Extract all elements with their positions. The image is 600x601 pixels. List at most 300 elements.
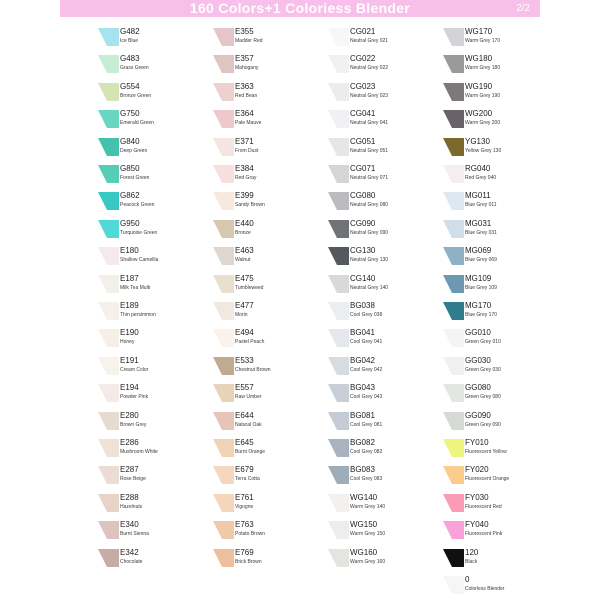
swatch-fill (213, 357, 234, 375)
marker-nib-swatch (328, 275, 349, 293)
color-name: Turquoise Green (120, 229, 158, 236)
marker-nib-swatch (98, 192, 119, 210)
swatch-fill (328, 110, 349, 128)
color-name: Neutral Grey 023 (350, 92, 389, 99)
color-code: CG080 (350, 191, 376, 201)
swatch-fill (328, 412, 349, 430)
color-code: E190 (120, 328, 139, 338)
swatch-fill (443, 549, 464, 567)
color-code: E679 (235, 465, 254, 475)
marker-nib-swatch (328, 110, 349, 128)
marker-nib-swatch (213, 384, 234, 402)
color-swatch-item (433, 437, 551, 464)
color-swatch-grid (88, 26, 548, 596)
color-swatch-item (318, 273, 436, 300)
swatch-fill (98, 55, 119, 73)
color-name: Colorless Blender (465, 586, 505, 592)
swatch-fill (98, 549, 119, 567)
marker-nib-swatch (213, 247, 234, 265)
marker-nib-swatch (98, 521, 119, 539)
marker-nib-swatch (328, 28, 349, 46)
color-name: Fluorescent Pink (465, 531, 503, 538)
marker-nib-swatch (443, 549, 464, 567)
swatch-fill (213, 329, 234, 347)
marker-nib-swatch (443, 110, 464, 128)
marker-nib-swatch (328, 55, 349, 73)
color-name: Black (465, 558, 478, 565)
color-code: WG190 (465, 81, 493, 91)
swatch-fill (98, 165, 119, 183)
color-code: GG010 (465, 328, 491, 338)
color-name: Sandy Brown (235, 202, 265, 209)
color-swatch-item (433, 26, 551, 53)
swatch-fill (443, 384, 464, 402)
color-name: Blue Grey 011 (465, 202, 497, 209)
color-swatch-item (88, 81, 206, 108)
color-name: Cool Grey 083 (350, 476, 383, 483)
marker-nib-swatch (213, 275, 234, 293)
color-name: Cool Grey 081 (350, 421, 383, 428)
swatch-fill (98, 439, 119, 457)
color-code: FY010 (465, 438, 489, 447)
color-swatch-item (433, 492, 551, 519)
swatch-fill (443, 192, 464, 210)
color-code: WG160 (350, 547, 378, 557)
color-swatch-item (433, 519, 551, 546)
color-name: Morin (235, 312, 248, 318)
swatch-fill (328, 165, 349, 183)
marker-nib-swatch (213, 192, 234, 210)
color-code: E286 (120, 438, 139, 447)
color-name: Red Grey 040 (465, 175, 497, 181)
color-swatch-item (203, 53, 321, 80)
color-code: BG043 (350, 383, 375, 393)
color-name: Honey (120, 339, 135, 346)
color-swatch-item (318, 464, 436, 491)
color-code: 0 (465, 575, 470, 584)
color-swatch-item (203, 327, 321, 354)
marker-nib-swatch (443, 192, 464, 210)
color-code: GG090 (465, 410, 491, 420)
color-swatch-item (433, 382, 551, 409)
color-swatch-item (318, 245, 436, 272)
color-name: Neutral Grey 051 (350, 147, 389, 154)
swatch-fill (98, 494, 119, 512)
color-swatch-item (318, 437, 436, 464)
color-swatch-item (203, 245, 321, 272)
color-swatch-item (433, 410, 551, 437)
swatch-fill (328, 192, 349, 210)
color-swatch-item (433, 464, 551, 491)
swatch-fill (213, 220, 234, 238)
marker-nib-swatch (328, 302, 349, 320)
swatch-fill (443, 110, 464, 128)
color-swatch-item (433, 300, 551, 327)
marker-nib-swatch (213, 83, 234, 101)
color-swatch-item (433, 136, 551, 163)
color-name: Warm Grey 170 (465, 38, 501, 44)
color-code: E355 (235, 27, 254, 36)
marker-nib-swatch (328, 494, 349, 512)
color-code: WG180 (465, 54, 493, 64)
marker-nib-swatch (98, 494, 119, 512)
marker-nib-swatch (443, 83, 464, 101)
swatch-fill (443, 83, 464, 101)
marker-nib-swatch (328, 357, 349, 375)
swatch-fill (98, 329, 119, 347)
color-name: Mahogany (235, 65, 259, 72)
color-name: Fluorescent Orange (465, 476, 510, 483)
swatch-fill (443, 329, 464, 347)
color-swatch-item (318, 410, 436, 437)
swatch-fill (98, 466, 119, 484)
swatch-fill (443, 138, 464, 156)
color-swatch-item (433, 355, 551, 382)
color-swatch-item (203, 218, 321, 245)
swatch-fill (443, 576, 464, 594)
marker-nib-swatch (213, 466, 234, 484)
swatch-fill (328, 275, 349, 293)
color-code: MG109 (465, 273, 492, 283)
color-swatch-item (88, 519, 206, 546)
swatch-fill (328, 329, 349, 347)
marker-nib-swatch (328, 83, 349, 101)
color-swatch-item (203, 464, 321, 491)
color-code: E557 (235, 383, 254, 393)
color-code: BG081 (350, 410, 375, 420)
color-name: Pastel Peach (235, 339, 265, 346)
marker-nib-swatch (98, 384, 119, 402)
swatch-fill (328, 220, 349, 238)
marker-nib-swatch (443, 576, 464, 594)
marker-nib-swatch (98, 466, 119, 484)
marker-nib-swatch (213, 329, 234, 347)
color-name: Burnt Orange (235, 449, 266, 455)
color-code: FY020 (465, 465, 489, 475)
color-code: CG051 (350, 136, 376, 146)
color-code: CG023 (350, 81, 376, 91)
color-name: Pale Mauve (235, 120, 262, 127)
color-code: RG040 (465, 164, 491, 173)
color-swatch-item (318, 163, 436, 190)
swatch-fill (328, 384, 349, 402)
color-code: E494 (235, 328, 254, 338)
marker-nib-swatch (443, 384, 464, 402)
swatch-fill (98, 275, 119, 293)
swatch-fill (443, 55, 464, 73)
color-code: E399 (235, 191, 254, 201)
color-code: E288 (120, 492, 139, 502)
swatch-fill (213, 55, 234, 73)
color-name: Brown Grey (120, 421, 147, 428)
swatch-fill (328, 247, 349, 265)
swatch-fill (213, 439, 234, 457)
marker-nib-swatch (328, 521, 349, 539)
color-swatch-item (318, 190, 436, 217)
swatch-fill (213, 247, 234, 265)
color-name: Warm Grey 150 (350, 531, 386, 538)
marker-nib-swatch (213, 28, 234, 46)
swatch-fill (443, 494, 464, 512)
color-name: Rose Beige (120, 476, 146, 483)
color-code: E287 (120, 465, 139, 475)
marker-nib-swatch (443, 357, 464, 375)
swatch-fill (328, 83, 349, 101)
marker-nib-swatch (98, 302, 119, 320)
marker-nib-swatch (328, 247, 349, 265)
color-name: Raw Umber (235, 394, 262, 401)
color-code: FY040 (465, 520, 489, 530)
marker-nib-swatch (98, 220, 119, 238)
marker-nib-swatch (443, 302, 464, 320)
swatch-fill (98, 28, 119, 46)
marker-nib-swatch (213, 439, 234, 457)
color-name: Burnt Sienna (120, 531, 149, 538)
color-code: E384 (235, 164, 254, 173)
swatch-fill (98, 138, 119, 156)
color-name: Neutral Grey 021 (350, 38, 389, 44)
color-name: Cool Grey 042 (350, 366, 383, 373)
swatch-fill (328, 439, 349, 457)
marker-nib-swatch (443, 329, 464, 347)
swatch-fill (98, 384, 119, 402)
swatch-fill (98, 110, 119, 128)
color-code: E644 (235, 410, 254, 420)
color-swatch-item (88, 218, 206, 245)
swatch-fill (213, 521, 234, 539)
color-swatch-item (318, 81, 436, 108)
color-swatch-item (318, 218, 436, 245)
color-swatch-item (203, 547, 321, 574)
color-swatch-item (318, 136, 436, 163)
color-name: Peacock Green (120, 202, 155, 209)
color-name: Powder Pink (120, 394, 149, 401)
color-code: E440 (235, 218, 254, 228)
color-name: Mushroom White (120, 449, 158, 455)
color-swatch-item (88, 327, 206, 354)
color-swatch-item (203, 300, 321, 327)
color-swatch-item (88, 382, 206, 409)
swatch-fill (213, 28, 234, 46)
color-name: Milk Tea Multi (120, 284, 151, 291)
color-code: G850 (120, 164, 140, 173)
marker-nib-swatch (328, 165, 349, 183)
marker-nib-swatch (328, 329, 349, 347)
page-header-banner (60, 0, 540, 17)
color-code: CG022 (350, 54, 376, 64)
color-code: BG038 (350, 301, 375, 310)
color-name: Potato Brown (235, 531, 266, 538)
swatch-fill (328, 302, 349, 320)
marker-nib-swatch (213, 494, 234, 512)
color-name: Cool Grey 041 (350, 339, 383, 346)
marker-nib-swatch (443, 138, 464, 156)
color-swatch-item (318, 382, 436, 409)
color-code: E477 (235, 301, 254, 310)
swatch-fill (443, 247, 464, 265)
color-code: E463 (235, 246, 254, 256)
color-code: E364 (235, 109, 254, 119)
swatch-fill (328, 28, 349, 46)
color-code: GG030 (465, 355, 491, 365)
color-name: Terra Cotta (235, 476, 260, 483)
color-name: Yellow Grey 130 (465, 147, 502, 154)
color-name: Vigogne (235, 503, 254, 510)
color-code: GG080 (465, 383, 491, 393)
marker-nib-swatch (98, 247, 119, 265)
marker-nib-swatch (98, 329, 119, 347)
color-swatch-item (433, 327, 551, 354)
color-name: Green Grey 010 (465, 339, 501, 346)
swatch-fill (328, 494, 349, 512)
swatch-fill (443, 466, 464, 484)
color-code: G554 (120, 81, 140, 91)
swatch-fill (213, 466, 234, 484)
page-title: 160 Colors+1 Coloriess Blender (189, 0, 411, 16)
color-name: Warm Grey 160 (350, 558, 386, 565)
swatch-fill (98, 521, 119, 539)
color-swatch-item (88, 300, 206, 327)
color-swatch-item (88, 410, 206, 437)
swatch-fill (443, 220, 464, 238)
color-code: E189 (120, 301, 139, 310)
color-swatch-item (203, 190, 321, 217)
color-swatch-item (203, 492, 321, 519)
color-name: Blue Grey 069 (465, 257, 497, 264)
color-code: WG200 (465, 109, 493, 119)
color-code: G750 (120, 109, 140, 119)
color-name: Fluorescent Yellow (465, 449, 507, 455)
color-swatch-item (88, 163, 206, 190)
color-code: E357 (235, 54, 254, 64)
color-code: E363 (235, 81, 254, 91)
color-name: Blue Grey 031 (465, 229, 497, 236)
swatch-fill (213, 302, 234, 320)
color-swatch-item (88, 245, 206, 272)
color-code: CG071 (350, 164, 376, 173)
color-swatch-item (318, 519, 436, 546)
color-code: MG031 (465, 218, 492, 228)
color-swatch-item (88, 190, 206, 217)
marker-nib-swatch (213, 165, 234, 183)
color-code: CG140 (350, 273, 376, 283)
marker-nib-swatch (443, 466, 464, 484)
color-swatch-item (203, 81, 321, 108)
swatch-fill (98, 83, 119, 101)
color-code: E180 (120, 246, 139, 256)
color-swatch-item (203, 410, 321, 437)
color-swatch-item (433, 53, 551, 80)
marker-nib-swatch (443, 55, 464, 73)
color-name: Chestnut Brown (235, 366, 271, 373)
color-code: G862 (120, 191, 140, 201)
swatch-fill (328, 466, 349, 484)
color-swatch-item (203, 437, 321, 464)
swatch-fill (328, 55, 349, 73)
color-code: YG130 (465, 136, 490, 146)
swatch-fill (213, 494, 234, 512)
color-name: Blue Grey 109 (465, 284, 497, 291)
swatch-fill (328, 357, 349, 375)
color-name: Neutral Grey 090 (350, 229, 389, 236)
marker-nib-swatch (98, 110, 119, 128)
color-swatch-item (88, 273, 206, 300)
marker-nib-swatch (98, 165, 119, 183)
color-swatch-item (318, 355, 436, 382)
color-swatch-item (433, 218, 551, 245)
swatch-fill (443, 521, 464, 539)
color-name: Green Grey 030 (465, 366, 501, 373)
swatch-fill (98, 357, 119, 375)
color-name: Cool Grey 082 (350, 449, 383, 455)
swatch-fill (443, 275, 464, 293)
color-code: WG170 (465, 27, 493, 36)
color-name: Neutral Grey 041 (350, 120, 389, 127)
marker-nib-swatch (98, 357, 119, 375)
color-swatch-item (203, 108, 321, 135)
color-swatch-item (318, 108, 436, 135)
color-swatch-item (318, 53, 436, 80)
color-swatch-item (318, 327, 436, 354)
marker-nib-swatch (98, 83, 119, 101)
page-number: 2/2 (516, 3, 530, 14)
color-swatch-item (88, 437, 206, 464)
color-name: Fluorescent Red (465, 503, 502, 510)
marker-nib-swatch (213, 521, 234, 539)
color-name: Madder Red (235, 38, 263, 44)
swatch-fill (213, 110, 234, 128)
marker-nib-swatch (443, 521, 464, 539)
color-name: Cool Grey 038 (350, 312, 383, 318)
color-code: BG082 (350, 438, 375, 447)
marker-nib-swatch (328, 138, 349, 156)
color-swatch-item (88, 26, 206, 53)
swatch-fill (98, 302, 119, 320)
color-code: FY030 (465, 492, 489, 502)
color-swatch-item (88, 464, 206, 491)
marker-nib-swatch (443, 247, 464, 265)
color-name: Ice Blue (120, 38, 139, 44)
color-code: E280 (120, 410, 139, 420)
marker-nib-swatch (98, 412, 119, 430)
marker-nib-swatch (443, 494, 464, 512)
color-swatch-item (433, 190, 551, 217)
marker-nib-swatch (213, 357, 234, 375)
color-name: Bronze (235, 229, 251, 236)
marker-nib-swatch (98, 138, 119, 156)
color-name: Warm Grey 190 (465, 92, 501, 99)
color-code: BG083 (350, 465, 375, 475)
color-name: Red Gray (235, 175, 257, 181)
color-swatch-item (203, 382, 321, 409)
color-swatch-item (203, 355, 321, 382)
color-code: E340 (120, 520, 139, 530)
color-swatch-item (203, 519, 321, 546)
color-name: Green Grey 090 (465, 421, 501, 428)
color-code: BG042 (350, 355, 375, 365)
swatch-fill (213, 138, 234, 156)
color-swatch-item (203, 163, 321, 190)
color-swatch-item (433, 245, 551, 272)
marker-nib-swatch (98, 439, 119, 457)
swatch-fill (213, 549, 234, 567)
marker-nib-swatch (213, 412, 234, 430)
marker-nib-swatch (328, 384, 349, 402)
color-code: E371 (235, 136, 254, 146)
color-code: E533 (235, 355, 254, 365)
marker-nib-swatch (98, 55, 119, 73)
swatch-fill (98, 192, 119, 210)
